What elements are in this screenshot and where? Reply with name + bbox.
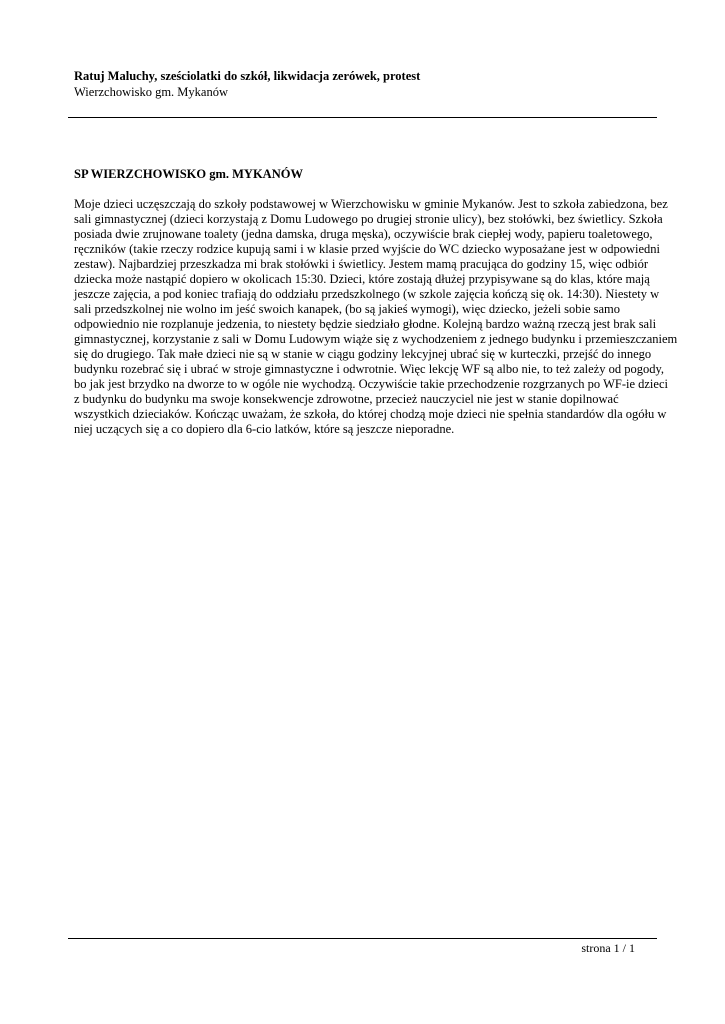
body-line: odpowiednio nie rozplanuje jedzenia, to niestety będzie siedziało głodne. Kolejną bardzo ważną rzeczą jest brak sali xyxy=(74,317,657,331)
body-line: budynku rozebrać się i ubrać w stroje gimnastyczne i odwrotnie. Więc lekcję WF są albo nie, to też zależy od pogody, xyxy=(74,362,665,376)
body-line: bo jak jest brzydko na dworze to w ogóle nie wychodzą. Oczywiście takie przechodzenie rozgrzanych po WF-ie dzieci xyxy=(74,377,668,391)
body-line: zestaw). Najbardziej przeszkadza mi brak stołówki i świetlicy. Jestem mamą pracująca do godziny 15, więc odbiór xyxy=(74,257,648,271)
body-line: gimnastycznej, korzystanie z sali w Domu Ludowym wiąże się z wychodzeniem z jednego budynku i przemieszczaniem xyxy=(74,332,678,346)
article-body xyxy=(74,197,678,437)
document-title: Ratuj Maluchy, sześciolatki do szkół, likwidacja zerówek, protest xyxy=(74,69,421,83)
body-line: ręczników (takie rzeczy rodzice kupują sami i w klasie przed wyjście do WC dziecko wyposażane jest w odpowiedni xyxy=(74,242,661,256)
document-header xyxy=(74,68,654,100)
body-line: sali gimnastycznej (dzieci korzystają z Domu Ludowego po drugiej stronie ulicy), bez stołówki, bez świetlicy. Szkoła xyxy=(74,212,663,226)
body-line: niej uczących się a co dopiero dla 6-cio latków, które są jeszcze nieporadne. xyxy=(74,422,455,436)
header-divider xyxy=(68,117,657,118)
footer-divider xyxy=(68,938,657,939)
document-subtitle: Wierzchowisko gm. Mykanów xyxy=(74,85,228,99)
body-line: Moje dzieci uczęszczają do szkoły podstawowej w Wierzchowisku w gminie Mykanów. Jest to szkoła zabiedzona, bez xyxy=(74,197,668,211)
body-line: sali przedszkolnej nie wolno im jeść swoich kanapek, (bo są jakieś wymogi), więc dziecko, jeżeli sobie samo xyxy=(74,302,621,316)
body-line: dziecka może nastąpić dopiero w okolicach 15:30. Dzieci, które zostają dłużej przypisywane są do klas, które mają xyxy=(74,272,650,286)
section-heading: SP WIERZCHOWISKO gm. MYKANÓW xyxy=(74,167,303,181)
body-line: się do drugiego. Tak małe dzieci nie są w stanie w ciągu godziny lekcyjnej ubrać się w kurteczki, przejść do innego xyxy=(74,347,652,361)
body-line: wszystkich dzieciaków. Kończąc uważam, że szkoła, do której chodzą moje dzieci nie spełnia standardów dla ogółu w xyxy=(74,407,667,421)
body-line: z budynku do budynku ma swoje konsekwencje zdrowotne, przecież nauczyciel nie jest w stanie dopilnować xyxy=(74,392,619,406)
page-number: strona 1 / 1 xyxy=(581,941,635,955)
body-line: jeszcze zajęcia, a pod koniec trafiają do oddziału przedszkolnego (w szkole zajęcia kończą się ok. 14:30). Niestety w xyxy=(74,287,660,301)
body-line: posiada dwie zrujnowane toalety (jedna damska, druga męska), oczywiście brak ciepłej wody, papieru toaletowego, xyxy=(74,227,653,241)
